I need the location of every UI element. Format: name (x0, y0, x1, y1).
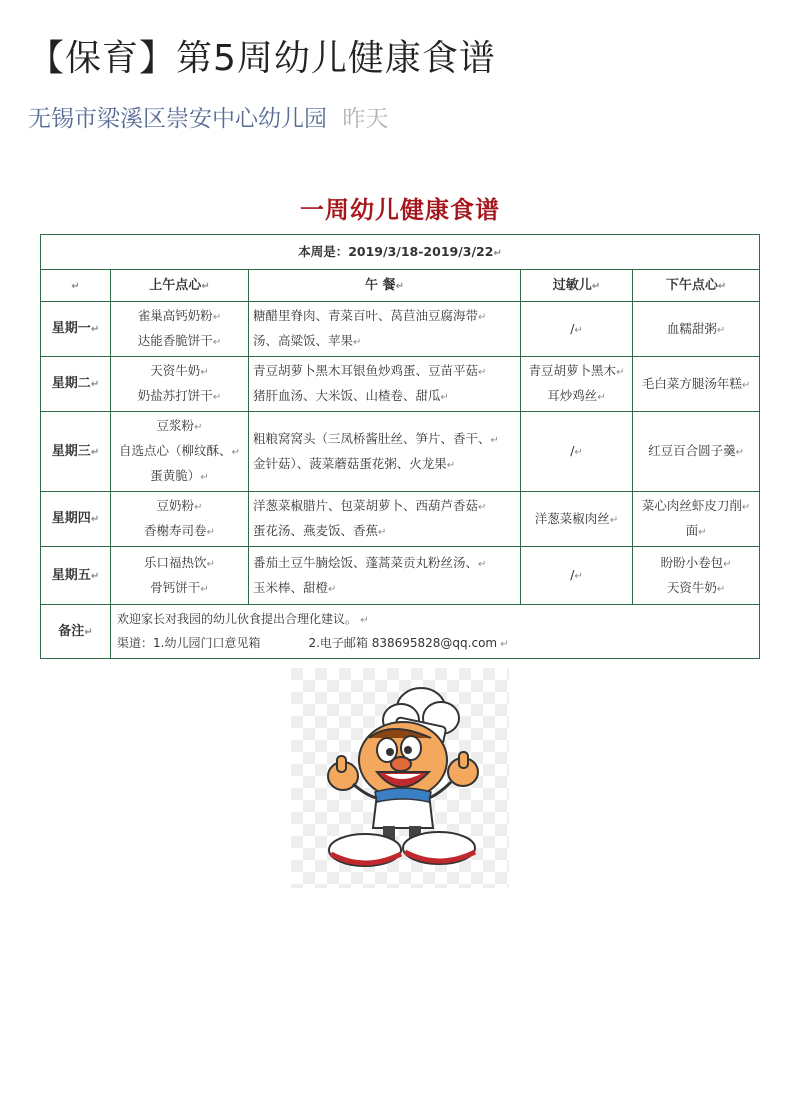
allergy-cell (521, 547, 633, 605)
cell-line: 青豆胡萝卜黑木耳银鱼炒鸡蛋、豆苗平菇↵ (253, 363, 487, 378)
header-cell-lunch: 午 餐↵ (249, 270, 521, 302)
cell-line: /↵ (570, 443, 583, 458)
menu-row (41, 357, 760, 412)
day-cell: 星期三↵ (41, 412, 111, 492)
menu-row (41, 492, 760, 547)
allergy-cell (521, 412, 633, 492)
notes-line: 欢迎家长对我园的幼儿伙食提出合理化建议。 ↵ (117, 611, 369, 626)
cell-line: 自选点心（柳纹酥、↵ (119, 443, 240, 458)
header-cell-morning: 上午点心↵ (111, 270, 249, 302)
lunch-cell (249, 547, 521, 605)
cell-line: 毛白菜方腿汤年糕↵ (641, 375, 751, 391)
menu-row (41, 412, 760, 492)
cell-line: 粗粮窝窝头（三凤桥酱肚丝、笋片、香干、↵ (253, 430, 499, 446)
account-name-link[interactable]: 无锡市梁溪区崇安中心幼儿园 (28, 106, 327, 132)
cell-line: 雀巢高钙奶粉↵ (137, 308, 222, 323)
header-cell-day: ↵ (41, 270, 111, 302)
cell-line: 蛋黄脆）↵ (150, 468, 209, 483)
cell-line: 洋葱菜椒肉丝↵ (534, 510, 619, 526)
cell-line: /↵ (570, 567, 583, 582)
cell-line: 豆奶粉↵ (156, 498, 203, 513)
notes-label: 备注↵ (41, 605, 111, 659)
cell-line: 玉米棒、甜橙↵ (253, 579, 337, 595)
morning-cell (111, 302, 249, 357)
afternoon-cell (633, 302, 760, 357)
morning-cell (111, 412, 249, 492)
week-row (41, 235, 760, 270)
day-cell: 星期五↵ (41, 547, 111, 605)
cell-line: 乐口福热饮↵ (144, 554, 215, 570)
allergy-cell (521, 357, 633, 412)
cell-line: /↵ (570, 320, 583, 336)
lunch-cell (249, 357, 521, 412)
cell-line: 豆浆粉↵ (156, 418, 203, 433)
afternoon-cell (633, 492, 760, 547)
morning-cell (111, 492, 249, 547)
menu-row (41, 547, 760, 605)
day-cell: 星期四↵ (41, 492, 111, 547)
cell-line: 达能香脆饼干↵ (137, 333, 222, 348)
header-row (41, 270, 760, 302)
lunch-cell (249, 302, 521, 357)
lunch-cell (249, 492, 521, 547)
day-cell: 星期二↵ (41, 357, 111, 412)
cell-line: 红豆百合圆子羹↵ (648, 443, 744, 458)
header-cell-afternoon: 下午点心↵ (633, 270, 760, 302)
cell-line: 天资牛奶↵ (150, 363, 209, 378)
notes-cell (111, 605, 760, 659)
allergy-cell (521, 492, 633, 547)
cell-line: 骨钙饼干↵ (150, 579, 209, 595)
cell-line: 面↵ (685, 523, 707, 538)
morning-cell (111, 547, 249, 605)
cell-line: 耳炒鸡丝↵ (547, 388, 606, 403)
afternoon-cell (633, 357, 760, 412)
cell-line: 菜心肉丝虾皮刀削↵ (641, 498, 751, 513)
notes-row (41, 605, 760, 659)
allergy-cell (521, 302, 633, 357)
afternoon-cell (633, 547, 760, 605)
cell-line: 天资牛奶↵ (666, 579, 726, 595)
menu-table (40, 234, 760, 659)
cell-line: 奶盐苏打饼干↵ (137, 388, 222, 403)
cell-line: 金针菇）、菠菜蘑菇蛋花粥、火龙果↵ (253, 455, 456, 471)
day-cell: 星期一↵ (41, 302, 111, 357)
cell-line: 香榭寿司卷↵ (144, 523, 215, 538)
cell-line: 血糯甜粥↵ (666, 320, 726, 336)
cell-line: 蛋花汤、燕麦饭、香蕉↵ (253, 523, 387, 538)
afternoon-cell (633, 412, 760, 492)
cell-line: 番茄土豆牛腩烩饭、蓬蒿菜贡丸粉丝汤、↵ (253, 554, 487, 570)
article-meta (28, 100, 388, 133)
cell-line: 汤、高粱饭、苹果↵ (253, 333, 362, 348)
week-label: 本周是：2019/3/18-2019/3/22↵ (41, 235, 760, 270)
cell-line: 猪肝血汤、大米饭、山楂卷、甜瓜↵ (253, 388, 449, 403)
cell-line: 洋葱菜椒腊片、包菜胡萝卜、西葫芦香菇↵ (253, 498, 487, 513)
header-cell-allergy: 过敏儿↵ (521, 270, 633, 302)
morning-cell (111, 357, 249, 412)
menu-row (41, 302, 760, 357)
cell-line: 盼盼小卷包↵ (660, 554, 732, 570)
cell-line: 青豆胡萝卜黑木↵ (528, 363, 625, 378)
post-time: 昨天 (342, 106, 389, 132)
menu-title: 一周幼儿健康食谱 (300, 196, 500, 224)
lunch-cell (249, 412, 521, 492)
chef-cartoon-icon (291, 668, 509, 888)
notes-line: 渠道：1.幼儿园门口意见箱 2.电子邮箱 838695828@qq.com ↵ (117, 635, 509, 650)
cell-line: 糖醋里脊肉、青菜百叶、莴苣油豆腐海带↵ (253, 308, 487, 323)
article-title: 【保育】第5周幼儿健康食谱 (28, 38, 496, 79)
